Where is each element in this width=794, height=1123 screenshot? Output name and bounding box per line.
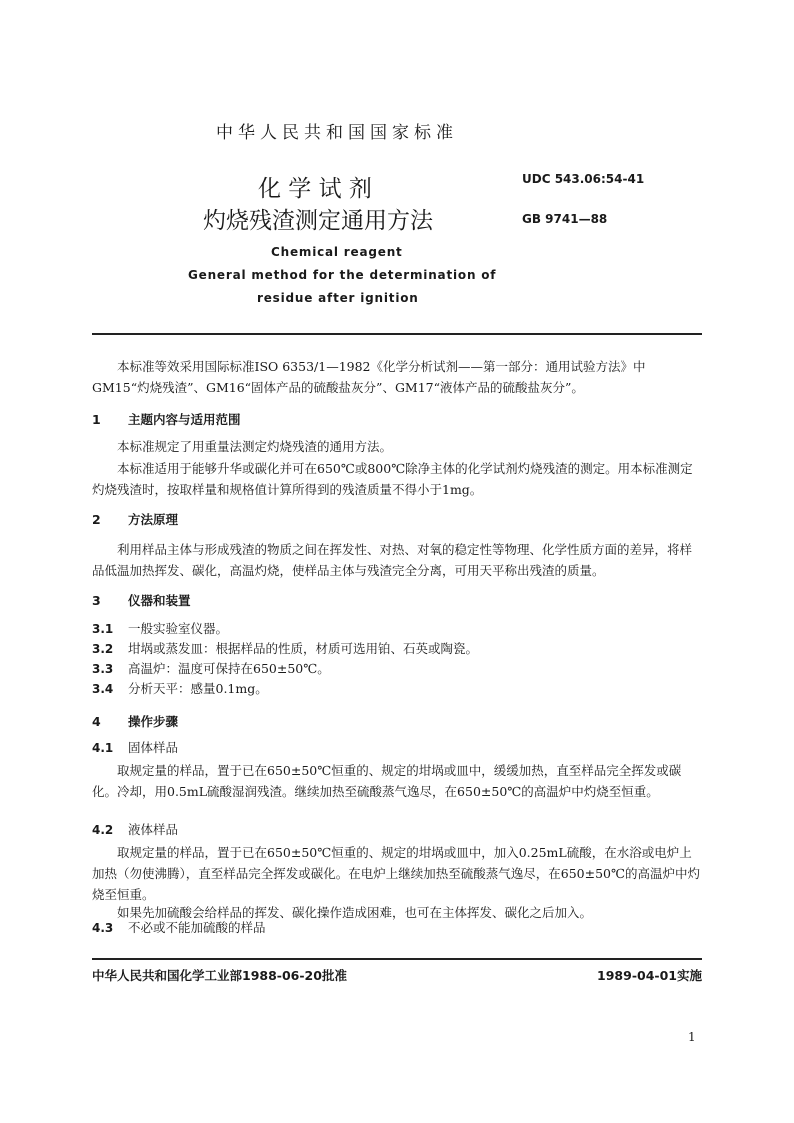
subsection-4-1-heading (92, 737, 178, 759)
section-2-number: 2 (92, 512, 101, 527)
section-3-item-text: 一般实验室仪器。 (128, 621, 229, 636)
section-3-item-text: 分析天平：感量0.1mg。 (128, 681, 268, 696)
section-2-title: 方法原理 (128, 512, 179, 527)
section-3-item-number: 3.1 (92, 622, 114, 636)
section-3-title: 仪器和装置 (128, 593, 191, 608)
title-line-2: 灼烧残渣测定通用方法 (203, 208, 433, 234)
section-3-item (92, 638, 478, 660)
section-3-heading (92, 591, 191, 609)
gb-code: GB 9741—88 (522, 212, 608, 226)
intro-paragraph: 本标准等效采用国际标准ISO 6353/1—1982《化学分析试剂——第一部分：通用试验方法》中GM15“灼烧残渣”、GM16“固体产品的硫酸盐灰分”、GM17“液体产品的硫酸盐灰分”。 (92, 359, 646, 395)
subsection-4-2-number: 4.2 (92, 823, 114, 837)
section-3-item-number: 3.4 (92, 682, 114, 696)
subsection-4-1-title: 固体样品 (128, 740, 179, 755)
section-1-title: 主题内容与适用范围 (128, 412, 241, 427)
subsection-4-3-number: 4.3 (92, 921, 114, 935)
footer-rule (92, 958, 702, 960)
section-1-paragraph-2: 本标准适用于能够升华或碳化并可在650℃或800℃除净主体的化学试剂灼烧残渣的测定。用本标准测定灼烧残渣时，按取样量和规格值计算所得到的残渣质量不得小于1mg。 (92, 461, 693, 497)
section-3-number: 3 (92, 593, 101, 608)
subsection-4-2-heading (92, 819, 178, 841)
section-3-item (92, 658, 330, 680)
section-3-item-text: 高温炉：温度可保持在650±50℃。 (128, 661, 330, 676)
subsection-4-3-title: 不必或不能加硫酸的样品 (128, 920, 266, 935)
english-title-line-2: General method for the determination of (188, 268, 497, 282)
approval-line: 中华人民共和国化学工业部1988-06-20批准 (92, 968, 347, 983)
title-line-1: 化 学 试 剂 (258, 176, 372, 202)
national-standard-label: 中华人民共和国国家标准 (216, 123, 458, 143)
section-4-heading (92, 712, 178, 730)
section-3-item-number: 3.2 (92, 642, 114, 656)
page-number: 1 (688, 1030, 696, 1044)
section-2-paragraph: 利用样品主体与形成残渣的物质之间在挥发性、对热、对氧的稳定性等物理、化学性质方面的差异，将样品低温加热挥发、碳化，高温灼烧，使样品主体与残渣完全分离，可用天平称出残渣的质量。 (92, 542, 693, 578)
subsection-4-2-paragraph-2: 如果先加硫酸会给样品的挥发、碳化操作造成困难，也可在主体挥发、碳化之后加入。 (117, 905, 593, 920)
section-3-item (92, 678, 268, 700)
section-4-number: 4 (92, 714, 101, 729)
section-3-item (92, 618, 228, 640)
english-title-line-3: residue after ignition (257, 291, 419, 305)
subsection-4-3-heading (92, 917, 266, 939)
section-4-title: 操作步骤 (128, 714, 179, 729)
english-title-line-1: Chemical reagent (271, 245, 403, 259)
subsection-4-1-number: 4.1 (92, 741, 114, 755)
section-3-item-number: 3.3 (92, 662, 114, 676)
header-rule (92, 333, 702, 335)
udc-code: UDC 543.06:54-41 (522, 172, 645, 186)
implementation-date: 1989-04-01实施 (597, 968, 702, 983)
subsection-4-1-paragraph: 取规定量的样品，置于已在650±50℃恒重的、规定的坩埚或皿中，缓缓加热，直至样品完全挥发或碳化。冷却，用0.5mL硫酸湿润残渣。继续加热至硫酸蒸气逸尽，在650±50℃的高温炉中灼烧至恒重。 (92, 763, 682, 799)
subsection-4-2-paragraph-1: 取规定量的样品，置于已在650±50℃恒重的、规定的坩埚或皿中，加入0.25mL硫酸，在水浴或电炉上加热（勿使沸腾），直至样品完全挥发或碳化。在电炉上继续加热至硫酸蒸气逸尽，在650±50℃的高温炉中灼烧至恒重。 (92, 845, 700, 902)
section-1-paragraph-1: 本标准规定了用重量法测定灼烧残渣的通用方法。 (117, 439, 393, 454)
section-1-heading (92, 410, 241, 428)
section-3-item-text: 坩埚或蒸发皿：根据样品的性质，材质可选用铂、石英或陶瓷。 (128, 641, 479, 656)
section-1-number: 1 (92, 412, 101, 427)
subsection-4-2-title: 液体样品 (128, 822, 179, 837)
section-2-heading (92, 510, 178, 528)
